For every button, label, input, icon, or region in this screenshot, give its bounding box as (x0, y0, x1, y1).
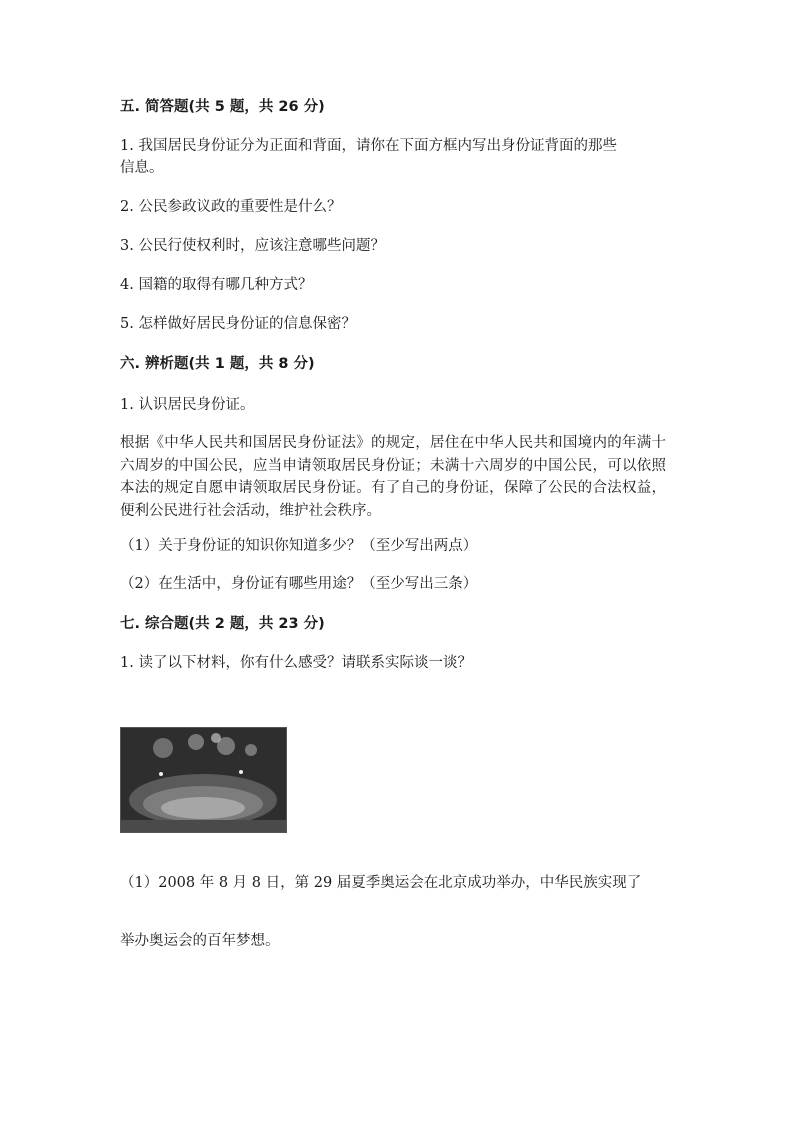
item-7-1-line-2: 举办奥运会的百年梦想。 (120, 933, 280, 949)
question-5-5: 5. 怎样做好居民身份证的信息保密？ (120, 316, 356, 332)
item-7-1-line-1: （1）2008 年 8 月 8 日，第 29 届夏季奥运会在北京成功举办，中华民族实现了 (120, 875, 642, 891)
section-6-heading: 六. 辨析题(共 1 题，共 8 分) (120, 356, 315, 372)
question-6-1: 1. 认识居民身份证。 (120, 397, 255, 413)
question-5-1-line-2: 信息。 (120, 160, 164, 176)
passage-id-card-law: 根据《中华人民共和国居民身份证法》的规定，居住在中华人民共和国境内的年满十六周岁的中国公民，应当申请领取居民身份证；未满十六周岁的中国公民，可以依照本法的规定自愿申请领取居民身份证。有了自己的身份证，保障了公民的合法权益，便利公民进行社会活动，维护社会秩序。 (120, 435, 666, 519)
sub-question-6-1: （1）关于身份证的知识你知道多少？（至少写出两点） (120, 538, 478, 554)
stadium-photo-icon (120, 727, 287, 833)
question-5-4: 4. 国籍的取得有哪几种方式？ (120, 277, 313, 293)
section-5-heading: 五. 简答题(共 5 题，共 26 分) (120, 99, 325, 115)
question-5-2: 2. 公民参政议政的重要性是什么？ (120, 199, 342, 215)
section-7-heading: 七. 综合题(共 2 题，共 23 分) (120, 616, 325, 632)
sub-question-6-2: （2）在生活中，身份证有哪些用途？（至少写出三条） (120, 576, 478, 592)
question-5-1-line-1: 1. 我国居民身份证分为正面和背面，请你在下面方框内写出身份证背面的那些 (120, 138, 617, 154)
question-5-3: 3. 公民行使权利时，应该注意哪些问题？ (120, 238, 385, 254)
question-7-1: 1. 读了以下材料，你有什么感受？请联系实际谈一谈？ (120, 655, 472, 671)
